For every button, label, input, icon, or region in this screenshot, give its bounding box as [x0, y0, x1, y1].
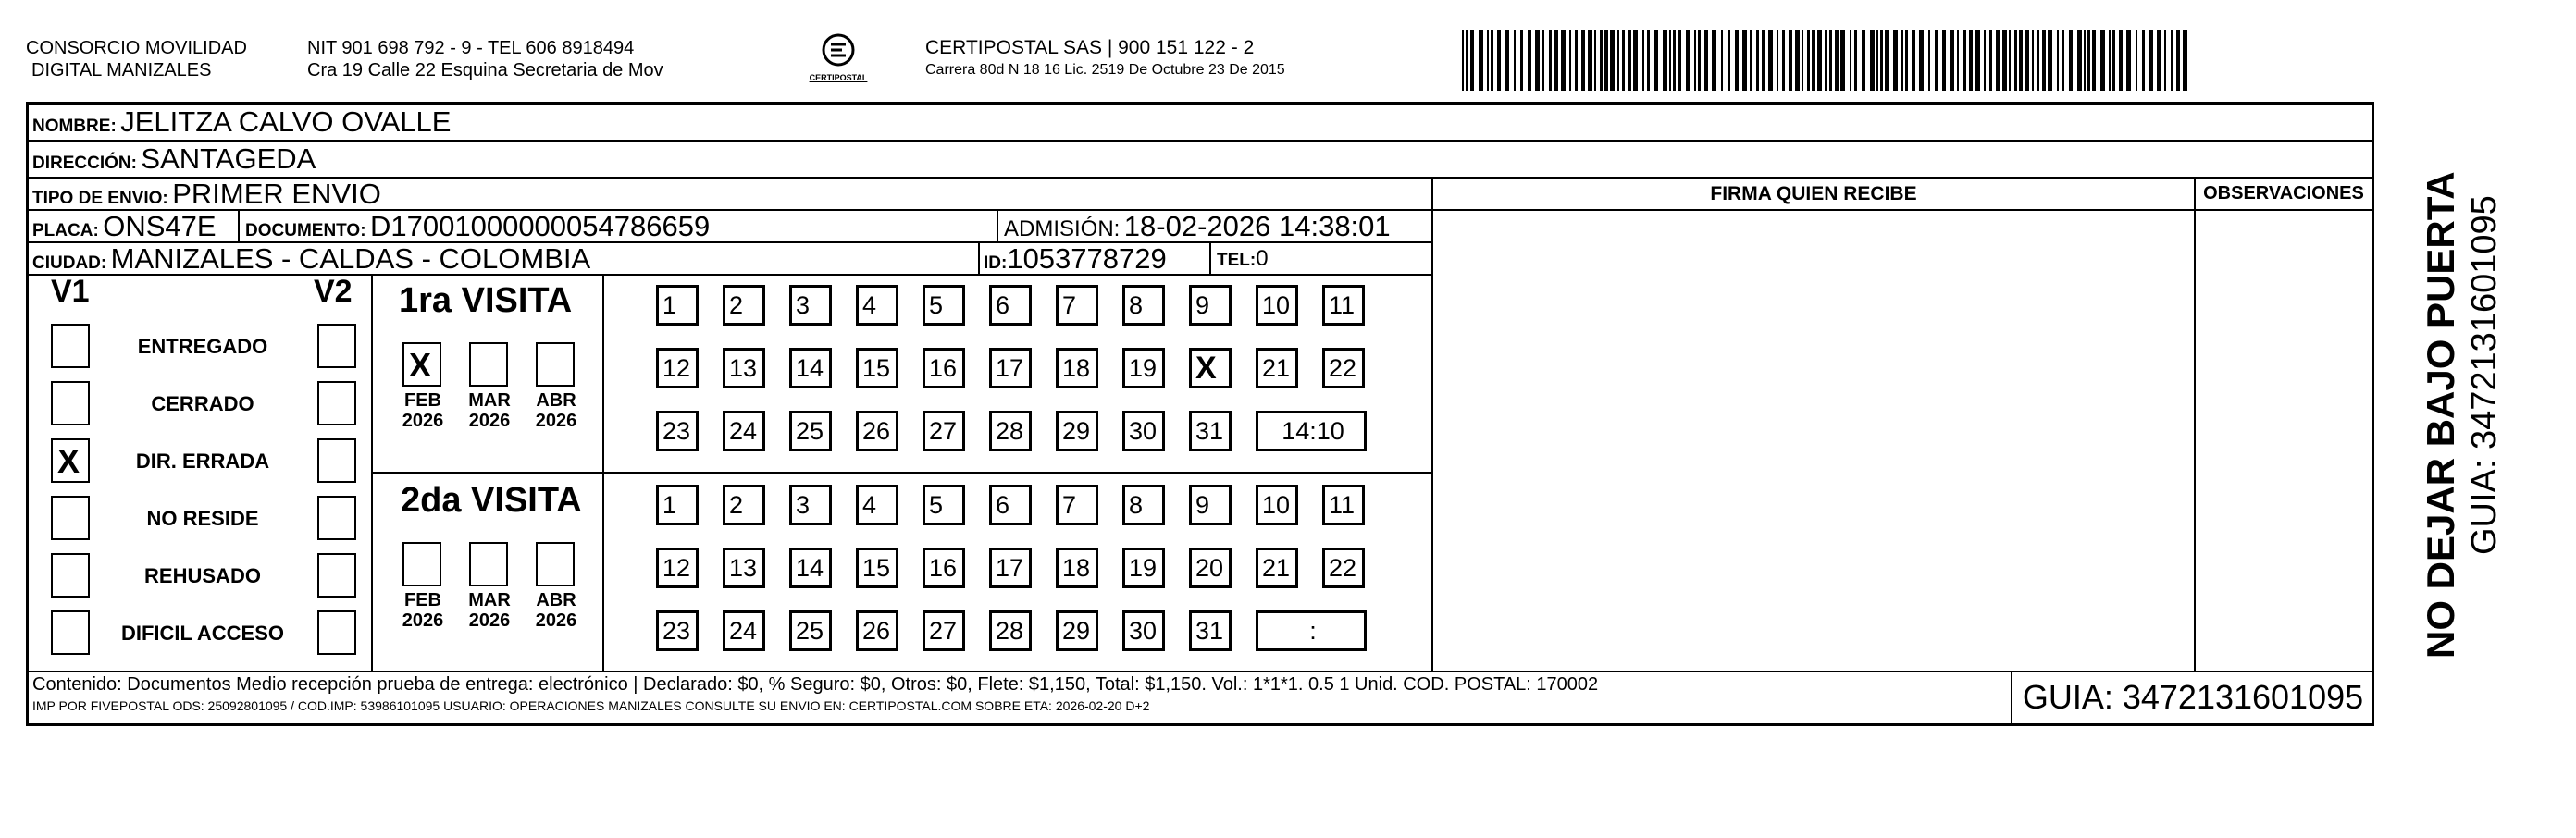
v1-checkbox[interactable] — [51, 496, 90, 540]
day-box[interactable]: 23 — [656, 411, 699, 451]
status-option-label: CERRADO — [151, 392, 254, 415]
day-box[interactable]: 14 — [789, 548, 832, 588]
barcode-bar — [1633, 30, 1638, 91]
barcode-bar — [2042, 30, 2046, 91]
barcode-bar — [1654, 30, 1658, 91]
day-box[interactable]: 6 — [989, 285, 1032, 326]
barcode-bar — [1950, 30, 1954, 91]
barcode-bar — [1935, 30, 1938, 91]
status-option-label: ENTREGADO — [137, 335, 268, 358]
contenido-text: Contenido: Documentos Medio recepción prueba de entrega: electrónico | Declarado: $0, % Seguro: $0, Otros: $0, Flete: $1,150, Total: $1,150. Vol.: 1*1*1. 0.5 1 Unid. COD. POSTAL: 170002 — [32, 674, 1599, 695]
day-box[interactable]: 29 — [1056, 610, 1098, 651]
barcode-bar — [1996, 30, 2000, 91]
barcode-bar — [1870, 30, 1875, 91]
barcode-bar — [1694, 30, 1696, 91]
barcode-bar — [1549, 30, 1552, 91]
day-box[interactable]: 22 — [1322, 548, 1365, 588]
day-box[interactable]: 26 — [856, 411, 898, 451]
barcode-bar — [1912, 30, 1915, 91]
day-box[interactable]: 2 — [723, 485, 765, 525]
side-guia: GUIA: 3472131601095 — [2465, 195, 2504, 555]
day-box[interactable]: 5 — [923, 485, 965, 525]
barcode-bar — [1581, 30, 1585, 91]
day-box[interactable]: 18 — [1056, 548, 1098, 588]
day-box[interactable]: 24 — [723, 610, 765, 651]
barcode-bar — [1466, 30, 1468, 91]
barcode-bar — [1535, 30, 1540, 91]
v2-checkbox[interactable] — [317, 496, 356, 540]
status-option-label: DIFICIL ACCESO — [120, 622, 284, 645]
day-box[interactable]: 19 — [1122, 348, 1165, 388]
barcode-bar — [1600, 30, 1603, 91]
v2-checkbox[interactable] — [317, 438, 356, 483]
barcode-bar — [1497, 30, 1501, 91]
day-box[interactable]: 12 — [656, 348, 699, 388]
barcode-bar — [2002, 30, 2007, 91]
barcode-bar — [2025, 30, 2029, 91]
barcode-bar — [1520, 30, 1523, 91]
company-contact: NIT 901 698 792 - 9 - TEL 606 8918494 Cra 19 Calle 22 Esquina Secretaria de Mov — [307, 38, 663, 80]
barcode-bar — [1673, 30, 1676, 91]
month-label: MAR 2026 — [468, 390, 511, 431]
barcode-bar — [1850, 30, 1852, 91]
barcode-bar — [2171, 30, 2174, 91]
check-mark: X — [57, 442, 80, 480]
day-box[interactable]: 15 — [856, 348, 898, 388]
status-option-label: NO RESIDE — [146, 507, 259, 530]
month-checkbox[interactable] — [536, 542, 575, 586]
barcode-bar — [2119, 30, 2123, 91]
barcode-bar — [1782, 30, 1785, 91]
day-box[interactable]: 2 — [723, 285, 765, 326]
barcode-bar — [1686, 30, 1690, 91]
day-box[interactable]: 11 — [1322, 285, 1365, 326]
day-box[interactable]: 25 — [789, 610, 832, 651]
barcode-bar — [1712, 30, 1716, 91]
barcode-bar — [1829, 30, 1832, 91]
check-mark: X — [409, 346, 432, 384]
barcode-bar — [2126, 30, 2131, 91]
month-checkbox[interactable] — [469, 542, 508, 586]
month-label: FEB 2026 — [402, 390, 444, 431]
day-box[interactable]: 21 — [1256, 348, 1298, 388]
day-box[interactable]: 22 — [1322, 348, 1365, 388]
barcode-bar — [2009, 30, 2011, 91]
barcode-bar — [1721, 30, 1723, 91]
firma-area[interactable] — [1431, 211, 2194, 671]
day-box[interactable]: 31 — [1189, 610, 1232, 651]
barcode-bar — [1802, 30, 1803, 91]
barcode-bar — [1542, 30, 1544, 91]
barcode-bar — [1807, 30, 1810, 91]
barcode-bar — [2014, 30, 2017, 91]
day-box[interactable]: 13 — [723, 548, 765, 588]
imp-text: IMP POR FIVEPOSTAL ODS: 25092801095 / COD.IMP: 53986101095 USUARIO: OPERACIONES MANIZALES CONSULTE SU ENVIO EN: CERTIPOSTAL.COM SOBRE ETA: 2026-02-20 D+2 — [32, 698, 1150, 713]
day-box[interactable]: 3 — [789, 285, 832, 326]
barcode-bar — [1735, 30, 1739, 91]
barcode-bar — [1704, 30, 1708, 91]
barcode-bar — [1491, 30, 1493, 91]
check-mark: X — [1195, 351, 1217, 386]
day-box[interactable]: 1 — [656, 485, 699, 525]
visits-area — [29, 276, 1431, 671]
day-box[interactable]: 27 — [923, 411, 965, 451]
certipostal-logo: CERTIPOSTAL — [801, 31, 875, 89]
v1-checkbox[interactable] — [51, 553, 90, 598]
barcode-bar — [1617, 30, 1619, 91]
barcode-bar — [1905, 30, 1908, 91]
day-box[interactable]: 25 — [789, 411, 832, 451]
month-checkbox[interactable] — [402, 542, 441, 586]
barcode-bar — [1762, 30, 1765, 91]
barcode-bar — [1969, 30, 1973, 91]
day-box[interactable]: 9 — [1189, 285, 1232, 326]
v2-checkbox[interactable] — [317, 324, 356, 368]
barcode-bar — [1698, 30, 1701, 91]
barcode-bar — [1742, 30, 1747, 91]
day-box[interactable]: 30 — [1122, 610, 1165, 651]
direccion-row: DIRECCIÓN: SANTAGEDA — [29, 142, 2372, 179]
footer — [29, 671, 2372, 723]
barcode-bar — [1588, 30, 1592, 91]
v1-header: V1 — [51, 274, 90, 309]
month-label: FEB 2026 — [402, 590, 444, 631]
month-checkbox[interactable] — [536, 342, 575, 387]
barcode-bar — [2157, 30, 2161, 91]
barcode-bar — [1750, 30, 1752, 91]
v2-header: V2 — [314, 274, 353, 309]
v1-checkbox[interactable] — [51, 381, 90, 425]
barcode-bar — [2183, 30, 2187, 91]
day-box[interactable]: 6 — [989, 485, 1032, 525]
barcode-bar — [1942, 30, 1946, 91]
barcode — [1462, 30, 2189, 91]
barcode-bar — [1669, 30, 1671, 91]
barcode-bar — [1561, 30, 1566, 91]
firma-header: FIRMA QUIEN RECIBE — [1431, 179, 2194, 211]
barcode-bar — [2100, 30, 2105, 91]
barcode-bar — [1569, 30, 1571, 91]
barcode-bar — [1812, 30, 1815, 91]
v1-checkbox[interactable] — [51, 438, 90, 483]
barcode-bar — [1854, 30, 1857, 91]
day-box[interactable]: 8 — [1122, 285, 1165, 326]
barcode-bar — [1575, 30, 1578, 91]
barcode-bar — [1795, 30, 1800, 91]
status-option-label: REHUSADO — [144, 564, 261, 587]
barcode-bar — [1789, 30, 1792, 91]
barcode-bar — [2092, 30, 2096, 91]
barcode-bar — [1528, 30, 1531, 91]
day-box[interactable]: 29 — [1056, 411, 1098, 451]
barcode-bar — [2032, 30, 2034, 91]
month-label: ABR 2026 — [535, 390, 577, 431]
barcode-bar — [1840, 30, 1845, 91]
barcode-bar — [1901, 30, 1903, 91]
barcode-bar — [1919, 30, 1924, 91]
first-visit-title: 1ra VISITA — [399, 281, 573, 320]
day-box[interactable]: 21 — [1256, 548, 1298, 588]
barcode-bar — [1663, 30, 1667, 91]
day-box[interactable]: 1 — [656, 285, 699, 326]
day-box[interactable]: 11 — [1322, 485, 1365, 525]
nombre-row: NOMBRE: JELITZA CALVO OVALLE — [29, 105, 2372, 142]
day-box[interactable]: 10 — [1256, 485, 1298, 525]
certipostal-logo-icon — [818, 31, 859, 68]
barcode-bar — [1554, 30, 1558, 91]
barcode-bar — [2057, 30, 2059, 91]
barcode-bar — [2077, 30, 2082, 91]
day-box[interactable]: 4 — [856, 485, 898, 525]
day-box[interactable]: 9 — [1189, 485, 1232, 525]
v2-checkbox[interactable] — [317, 381, 356, 425]
barcode-bar — [1893, 30, 1898, 91]
barcode-bar — [1678, 30, 1681, 91]
barcode-bar — [2176, 30, 2180, 91]
barcode-bar — [1594, 30, 1596, 91]
month-checkbox[interactable] — [402, 342, 441, 387]
time-field[interactable]: : — [1256, 610, 1367, 651]
day-box[interactable]: 3 — [789, 485, 832, 525]
company-name: CONSORCIO MOVILIDAD DIGITAL MANIZALES — [26, 38, 247, 80]
day-box[interactable]: 28 — [989, 610, 1032, 651]
day-box[interactable]: 5 — [923, 285, 965, 326]
barcode-bar — [2062, 30, 2064, 91]
day-box[interactable]: 14 — [789, 348, 832, 388]
day-box[interactable]: 8 — [1122, 485, 1165, 525]
day-box[interactable]: 24 — [723, 411, 765, 451]
barcode-bar — [1756, 30, 1759, 91]
barcode-bar — [1984, 30, 1986, 91]
barcode-bar — [1622, 30, 1625, 91]
barcode-bar — [1880, 30, 1883, 91]
barcode-bar — [2087, 30, 2090, 91]
day-box[interactable]: 18 — [1056, 348, 1098, 388]
barcode-bar — [1989, 30, 1992, 91]
barcode-bar — [2037, 30, 2039, 91]
footer-guia: GUIA: 3472131601095 — [2011, 672, 2373, 723]
day-box[interactable]: 31 — [1189, 411, 1232, 451]
day-box[interactable]: 16 — [923, 348, 965, 388]
barcode-bar — [1514, 30, 1516, 91]
month-checkbox[interactable] — [469, 342, 508, 387]
barcode-bar — [1928, 30, 1930, 91]
barcode-bar — [2149, 30, 2153, 91]
barcode-bar — [1876, 30, 1878, 91]
day-box[interactable]: 15 — [856, 548, 898, 588]
barcode-bar — [1885, 30, 1889, 91]
time-field[interactable]: 14:10 — [1256, 411, 1367, 451]
barcode-bar — [1825, 30, 1827, 91]
barcode-bar — [1505, 30, 1509, 91]
month-label: ABR 2026 — [535, 590, 577, 631]
barcode-bar — [1957, 30, 1959, 91]
barcode-bar — [1963, 30, 1966, 91]
barcode-bar — [1642, 30, 1644, 91]
day-box[interactable]: 17 — [989, 548, 1032, 588]
placa-row: PLACA: ONS47E DOCUMENTO: D17001000000054786659 ADMISIÓN: 18-02-2026 14:38:01 — [29, 211, 1431, 243]
barcode-bar — [2019, 30, 2023, 91]
day-box[interactable]: 23 — [656, 610, 699, 651]
observaciones-header: OBSERVACIONES — [2194, 179, 2372, 211]
month-label: MAR 2026 — [468, 590, 511, 631]
barcode-bar — [1470, 30, 1474, 91]
barcode-bar — [2109, 30, 2111, 91]
barcode-bar — [1604, 30, 1608, 91]
v2-checkbox[interactable] — [317, 610, 356, 655]
day-box[interactable]: 26 — [856, 610, 898, 651]
day-box[interactable]: 27 — [923, 610, 965, 651]
tipo-row: TIPO DE ENVIO: PRIMER ENVIO — [29, 179, 1431, 211]
second-visit-title: 2da VISITA — [401, 481, 582, 520]
day-box[interactable]: 30 — [1122, 411, 1165, 451]
day-box[interactable]: 20 — [1189, 548, 1232, 588]
barcode-bar — [1610, 30, 1615, 91]
day-box[interactable]: 10 — [1256, 285, 1298, 326]
day-box[interactable]: 7 — [1056, 285, 1098, 326]
delivery-form — [26, 102, 2374, 726]
barcode-bar — [1479, 30, 1483, 91]
observaciones-area[interactable] — [2194, 211, 2372, 671]
barcode-bar — [2069, 30, 2073, 91]
barcode-bar — [1817, 30, 1822, 91]
v1-checkbox[interactable] — [51, 610, 90, 655]
barcode-bar — [1728, 30, 1730, 91]
barcode-bar — [2084, 30, 2086, 91]
barcode-bar — [2136, 30, 2137, 91]
barcode-bar — [1628, 30, 1631, 91]
barcode-bar — [1777, 30, 1778, 91]
day-box[interactable] — [1189, 348, 1232, 388]
barcode-bar — [1975, 30, 1980, 91]
barcode-bar — [2048, 30, 2052, 91]
certipostal-info: CERTIPOSTAL SAS | 900 151 122 - 2 Carrera 80d N 18 16 Lic. 2519 De Octubre 23 De 2015 — [925, 37, 1285, 78]
barcode-bar — [1862, 30, 1865, 91]
barcode-bar — [2142, 30, 2145, 91]
side-warning: NO DEJAR BAJO PUERTA — [2419, 171, 2462, 659]
day-box[interactable]: 17 — [989, 348, 1032, 388]
status-option-label: DIR. ERRADA — [135, 450, 270, 473]
day-box[interactable]: 12 — [656, 548, 699, 588]
day-box[interactable]: 4 — [856, 285, 898, 326]
barcode-bar — [1462, 30, 1464, 91]
barcode-bar — [2112, 30, 2115, 91]
day-box[interactable]: 13 — [723, 348, 765, 388]
day-box[interactable]: 7 — [1056, 485, 1098, 525]
barcode-bar — [1768, 30, 1773, 91]
day-box[interactable]: 16 — [923, 548, 965, 588]
day-box[interactable]: 28 — [989, 411, 1032, 451]
barcode-bar — [2164, 30, 2166, 91]
barcode-bar — [1487, 30, 1489, 91]
barcode-bar — [1835, 30, 1839, 91]
v1-checkbox[interactable] — [51, 324, 90, 368]
v2-checkbox[interactable] — [317, 553, 356, 598]
day-box[interactable]: 19 — [1122, 548, 1165, 588]
barcode-bar — [1647, 30, 1650, 91]
ciudad-row: CIUDAD: MANIZALES - CALDAS - COLOMBIA ID:1053778729 TEL:0 — [29, 243, 1431, 276]
